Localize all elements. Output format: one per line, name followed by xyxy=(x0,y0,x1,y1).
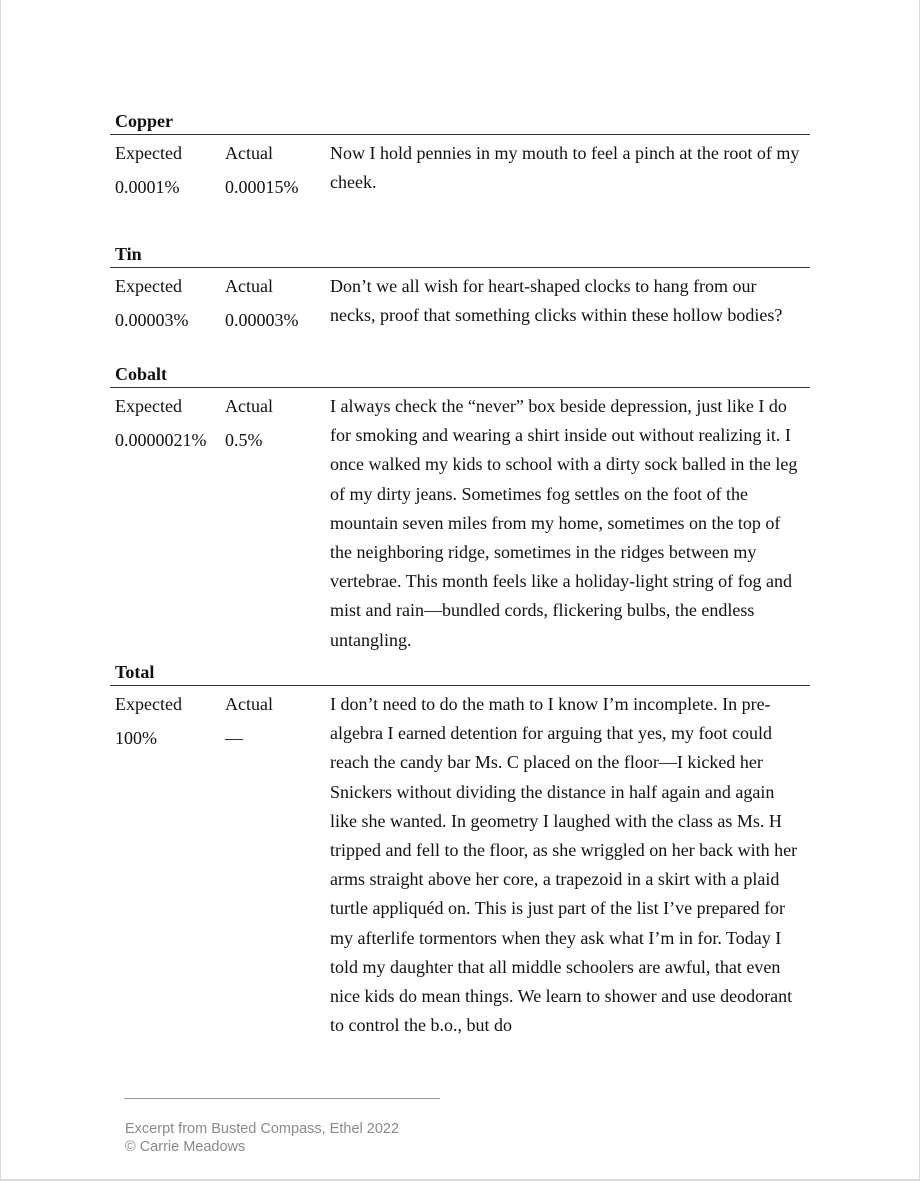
expected-value: 100% xyxy=(115,728,157,748)
section-body xyxy=(110,686,810,1046)
expected-label: Expected xyxy=(115,276,182,296)
section-body xyxy=(110,388,810,659)
section-cobalt xyxy=(110,361,810,659)
footnote-source: Excerpt from Busted Compass, Ethel 2022 xyxy=(125,1121,400,1137)
section-text: Now I hold pennies in my mouth to feel a pinch at the root of my cheek. xyxy=(330,143,800,193)
expected-column xyxy=(115,392,223,460)
section-title: Tin xyxy=(110,241,810,268)
actual-value: 0.00015% xyxy=(225,177,299,197)
expected-column xyxy=(115,690,223,758)
actual-label: Actual xyxy=(225,396,273,416)
document-body xyxy=(110,108,810,1046)
actual-value: 0.5% xyxy=(225,430,263,450)
actual-label: Actual xyxy=(225,276,273,296)
expected-value: 0.0001% xyxy=(115,177,180,197)
expected-label: Expected xyxy=(115,143,182,163)
expected-label: Expected xyxy=(115,694,182,714)
section-title: Total xyxy=(110,659,810,686)
section-text: Don’t we all wish for heart-shaped clocks to hang from our necks, proof that something clicks within these hollow bodies? xyxy=(330,276,783,326)
actual-label: Actual xyxy=(225,143,273,163)
section-title: Cobalt xyxy=(110,361,810,388)
actual-label: Actual xyxy=(225,694,273,714)
section-text: I don’t need to do the math to I know I’m incomplete. In pre-algebra I earned detention for arguing that yes, my foot could reach the candy bar Ms. C placed on the floor—I kicked her Snickers without dividing the distance in half again and again like she wanted. In geometry I laughed with the class as Ms. H tripped and fell to the floor, as she wriggled on her back with her arms straight above her core, a trapezoid in a skirt with a plaid turtle appliquéd on. This is just part of the list I’ve prepared for my afterlife tormentors when they ask what I’m in for. Today I told my daughter that all middle schoolers are awful, that even nice kids do mean things. We learn to shower and use deodorant to control the b.o., but do xyxy=(330,694,798,1036)
footnote xyxy=(125,1120,399,1156)
section-text: I always check the “never” box beside depression, just like I do for smoking and wearing a shirt inside out without realizing it. I once walked my kids to school with a dirty sock balled in the leg of my dirty jeans. Sometimes fog settles on the foot of the mountain seven miles from my home, sometimes on the top of the neighboring ridge, sometimes in the ridges between my vertebrae. This month feels like a holiday-light string of fog and mist and rain—bundled cords, flickering bulbs, the endless untangling. xyxy=(330,396,798,650)
expected-column xyxy=(115,139,223,207)
actual-column xyxy=(225,690,325,758)
actual-column xyxy=(225,139,325,207)
section-copper xyxy=(110,108,810,241)
section-title: Copper xyxy=(110,108,810,135)
expected-value: 0.0000021% xyxy=(115,430,207,450)
section-body xyxy=(110,135,810,241)
footnote-copyright: © Carrie Meadows xyxy=(125,1139,246,1155)
actual-column xyxy=(225,272,325,340)
expected-value: 0.00003% xyxy=(115,310,189,330)
expected-label: Expected xyxy=(115,396,182,416)
footnote-divider xyxy=(124,1098,440,1099)
section-tin xyxy=(110,241,810,361)
actual-value: 0.00003% xyxy=(225,310,299,330)
expected-column xyxy=(115,272,223,340)
section-body xyxy=(110,268,810,361)
actual-value: — xyxy=(225,728,243,748)
section-total xyxy=(110,659,810,1046)
actual-column xyxy=(225,392,325,460)
